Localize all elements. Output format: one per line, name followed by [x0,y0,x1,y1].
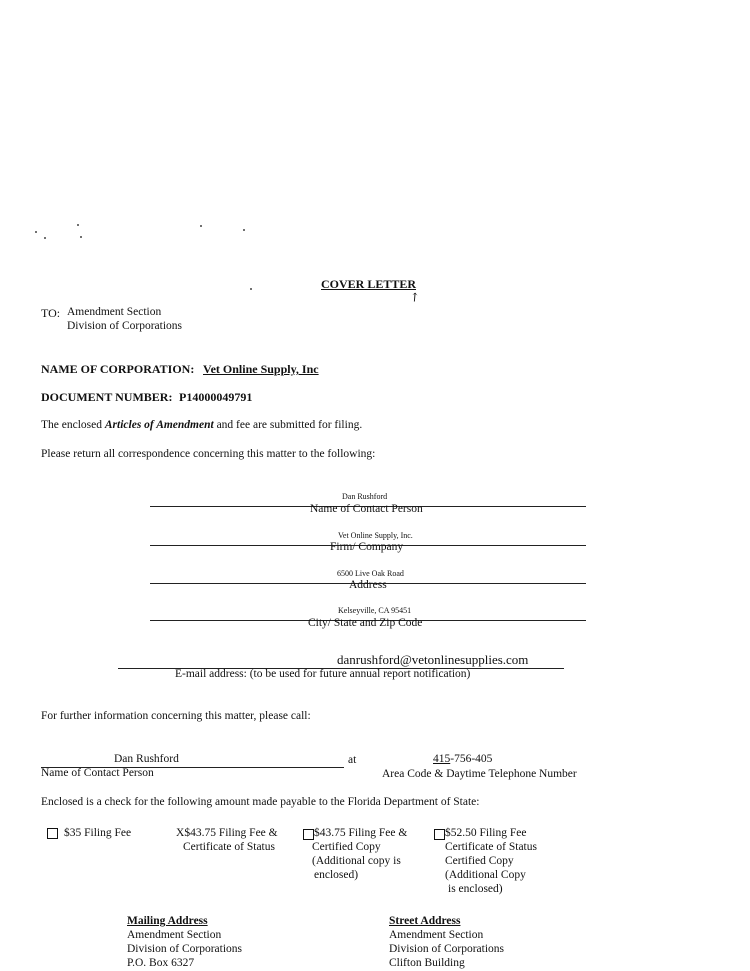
scan-speck [77,224,79,226]
return-instructions: Please return all correspondence concerning this matter to the following: [41,448,376,460]
mailing-address-line: Division of Corporations [127,943,242,955]
mailing-address-heading: Mailing Address [127,915,208,927]
fee-52-line-2: Certificate of Status [445,841,537,853]
fee-43-copy-option [314,826,407,882]
document-number-label: DOCUMENT NUMBER: [41,390,173,404]
check-instructions: Enclosed is a check for the following amount made payable to the Florida Department of State: [41,796,480,808]
street-address-heading: Street Address [389,915,461,927]
corporation-label: NAME OF CORPORATION: [41,362,195,376]
fee-52-option [445,826,537,896]
fee-52-line-1: $52.50 Filing Fee [445,827,527,839]
fee-43-copy-line-1: $43.75 Filing Fee & [314,827,408,839]
fee-43-status-mark[interactable]: X [176,827,185,839]
document-number: P14000049791 [179,390,253,404]
fee-43-status-option [176,826,278,854]
phone-name-label: Name of Contact Person [41,767,154,779]
contact-name-value: Dan Rushford [342,492,388,501]
firm-label: Firm/ Company [330,541,404,553]
street-address-line: Amendment Section [389,929,484,941]
enclosed-document-type: Articles of Amendment [104,419,214,431]
enclosed-prefix: The enclosed [41,419,102,431]
phone-at: at [348,754,357,766]
scan-speck [80,236,82,238]
fee-43-status-line-2: Certificate of Status [183,841,275,853]
mailing-address-line: Amendment Section [127,929,222,941]
to-label: TO: [41,306,61,320]
corporation-name: Vet Online Supply, Inc [203,362,319,376]
email-label: E-mail address: (to be used for future annual report notification) [175,668,471,680]
fee-52-line-3: Certified Copy [445,855,514,867]
phone-local-number: -756-405 [450,753,493,765]
fee-35-option [64,826,131,840]
scan-speck [35,231,37,233]
fee-43-copy-line-3: (Additional copy is [312,855,401,867]
fee-35-text: $35 Filing Fee [64,827,132,839]
firm-value: Vet Online Supply, Inc. [338,531,413,540]
fee-52-checkbox[interactable] [434,829,445,840]
phone-number-label: Area Code & Daytime Telephone Number [382,768,577,780]
pen-mark-icon: ↗ [406,288,424,306]
phone-number [433,753,492,765]
fee-43-copy-line-2: Certified Copy [312,841,381,853]
scan-speck [250,288,252,290]
contact-name-label: Name of Contact Person [310,503,423,515]
street-address-line: Division of Corporations [389,943,504,955]
phone-contact-name: Dan Rushford [114,753,179,765]
scan-speck [44,237,46,239]
fee-35-checkbox[interactable] [47,828,58,839]
fee-43-copy-checkbox[interactable] [303,829,314,840]
mailing-address-line: P.O. Box 6327 [127,957,195,969]
city-state-zip-value: Kelseyville, CA 95451 [338,606,412,615]
fee-43-copy-line-4: enclosed) [314,869,359,881]
fee-52-line-4: (Additional Copy [445,869,526,881]
street-address-line: Clifton Building [389,957,465,969]
fee-52-line-5: is enclosed) [448,883,503,895]
address-label: Address [349,579,387,591]
fee-43-status-line-1: X$43.75 Filing Fee & [176,827,278,839]
address-value: 6500 Live Oak Road [337,569,404,578]
to-line-2: Division of Corporations [67,320,182,332]
street-address [389,914,504,970]
scan-speck [200,225,202,227]
scan-speck [243,229,245,231]
further-info-text: For further information concerning this matter, please call: [41,710,311,722]
to-line-1: Amendment Section [67,306,162,318]
page-title: COVER LETTER [321,277,417,291]
city-state-zip-label: City/ State and Zip Code [308,617,423,629]
enclosed-suffix: and fee are submitted for filing. [216,419,363,431]
phone-area-code: 415 [433,753,451,765]
email-value: danrushford@vetonlinesupplies.com [337,652,529,667]
enclosed-sentence [41,419,362,431]
mailing-address [127,914,242,970]
